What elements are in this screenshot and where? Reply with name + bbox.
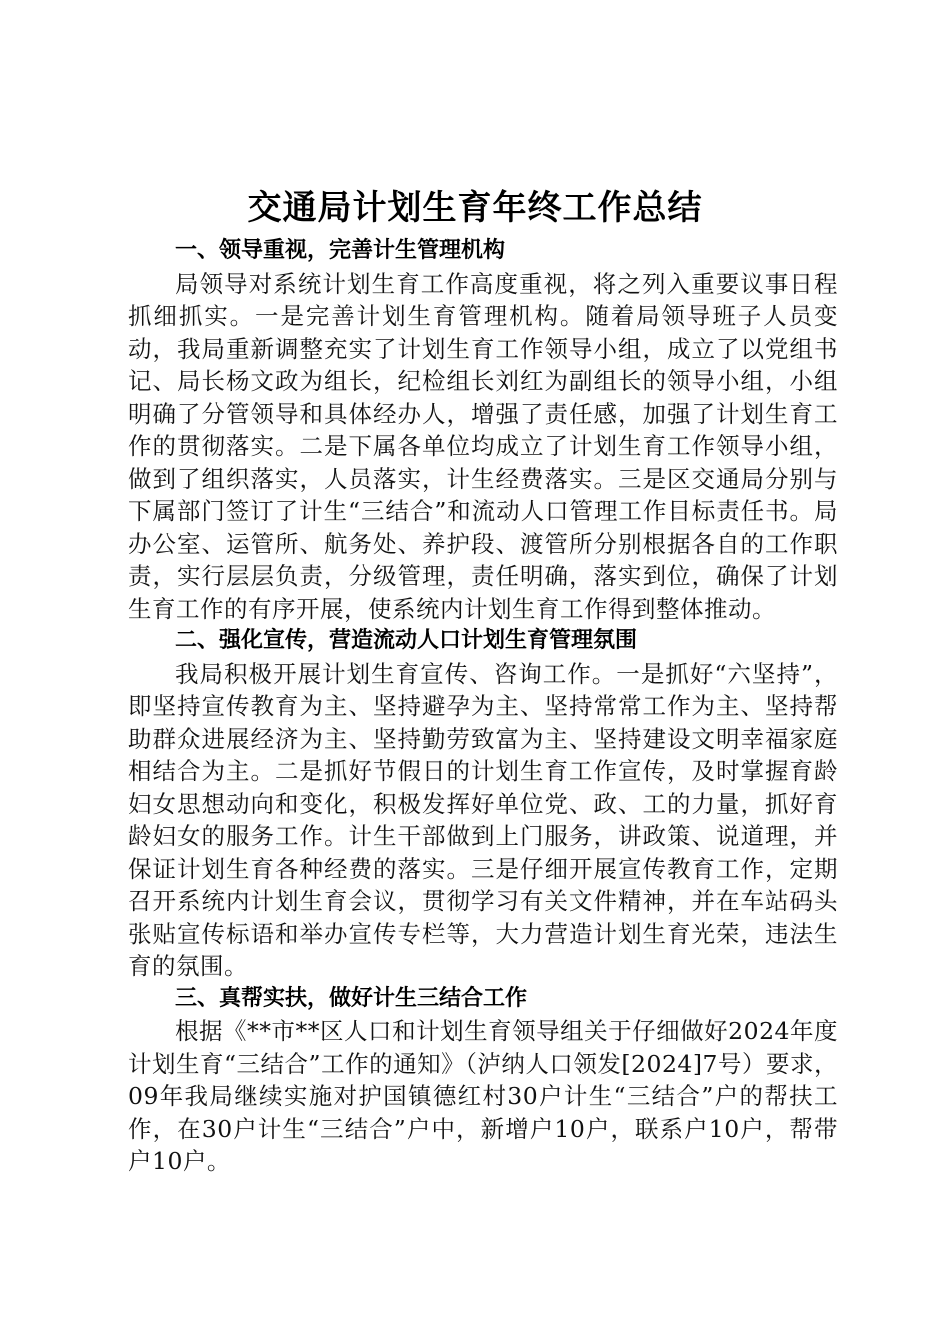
section-paragraph: 局领导对系统计划生育工作高度重视，将之列入重要议事日程抓细抓实。一是完善计划生育管理机构。随着局领导班子人员变动，我局重新调整充实了计划生育工作领导小组，成立了以党组书记、局长杨文政为组长，纪检组长刘红为副组长的领导小组，小组明确了分管领导和具体经办人，增强了责任感，加强了计划生育工作的贯彻落实。二是下属各单位均成立了计划生育工作领导小组，做到了组织落实，人员落实，计生经费落实。三是区交通局分别与下属部门签订了计生“三结合”和流动人口管理工作目标责任书。局办公室、运管所、航务处、养护段、渡管所分别根据各自的工作职责，实行层层负责，分级管理，责任明确，落实到位，确保了计划生育工作的有序开展，使系统内计划生育工作得到整体推动。 bbox=[128, 269, 838, 623]
document-body bbox=[128, 235, 838, 1178]
section-1 bbox=[128, 235, 838, 625]
section-3 bbox=[128, 983, 838, 1178]
section-heading: 二、强化宣传，营造流动人口计划生育管理氛围 bbox=[175, 628, 638, 653]
section-heading: 一、领导重视，完善计生管理机构 bbox=[175, 238, 506, 263]
section-2 bbox=[128, 625, 838, 983]
section-paragraph: 根据《**市**区人口和计划生育领导组关于仔细做好2024年度计划生育“三结合”工作的通知》（泸纳人口领发[2024]7号）要求，09年我局继续实施对护国镇德红村30户计生“三结合”户的帮扶工作，在30户计生“三结合”户中，新增户10户，联系户10户，帮带户10户。 bbox=[128, 1017, 838, 1175]
section-paragraph: 我局积极开展计划生育宣传、咨询工作。一是抓好“六坚持”，即坚持宣传教育为主、坚持避孕为主、坚持常常工作为主、坚持帮助群众进展经济为主、坚持勤劳致富为主、坚持建设文明幸福家庭相结合为主。二是抓好节假日的计划生育工作宣传，及时掌握育龄妇女思想动向和变化，积极发挥好单位党、政、工的力量，抓好育龄妇女的服务工作。计生干部做到上门服务，讲政策、说道理，并保证计划生育各种经费的落实。三是仔细开展宣传教育工作，定期召开系统内计划生育会议，贯彻学习有关文件精神，并在车站码头张贴宣传标语和举办宣传专栏等，大力营造计划生育光荣，违法生育的氛围。 bbox=[128, 659, 838, 980]
document-title: 交通局计划生育年终工作总结 bbox=[247, 188, 703, 228]
section-heading: 三、真帮实扶，做好计生三结合工作 bbox=[175, 985, 528, 1011]
